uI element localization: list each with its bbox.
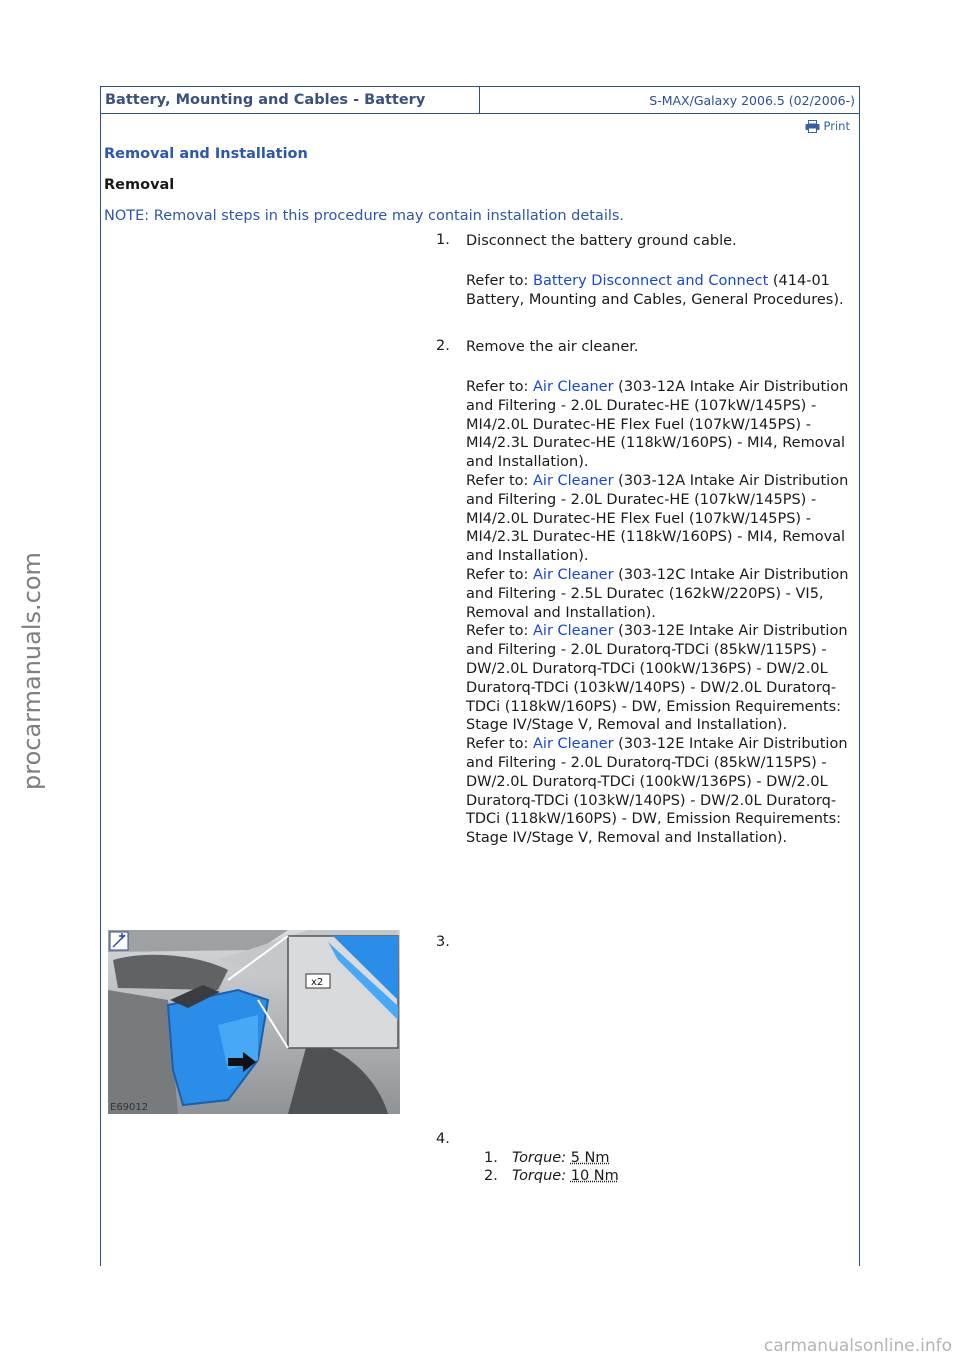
ref-link[interactable]: Air Cleaner [533,736,614,753]
reference: Refer to: Air Cleaner (303-12E Intake Air Distribution and Filtering - 2.0L Duratorq-TDCi (85kW/115PS) - DW/2.0L Duratorq-TDCi (100kW/136PS) - DW/2.0L Duratorq-TDCi (103kW/140PS) - DW/2.0L Duratorq-TDCi (118kW/160PS) - DW, Emission Requirements: Stage IV/Stage V, Removal and Installation). [466,736,848,847]
printer-icon [805,120,820,133]
step-1-references [466,272,858,310]
reference: Refer to: Air Cleaner (303-12A Intake Air Distribution and Filtering - 2.0L Duratec-HE (107kW/145PS) - MI4/2.0L Duratec-HE Flex Fuel (107kW/145PS) - MI4/2.3L Duratec-HE (118kW/160PS) - MI4, Removal and Installation). [466,472,849,565]
removal-note: NOTE: Removal steps in this procedure may contain installation details. [104,208,625,224]
subsection-title: Removal [104,177,175,193]
step-number: 1. [436,232,450,248]
torque-number: 2. [484,1168,498,1184]
torque-spec [512,1168,619,1184]
step-number: 3. [436,934,450,950]
model-label: S-MAX/Galaxy 2006.5 (02/2006-) [649,93,855,108]
side-watermark: procarmanuals.com [18,552,46,790]
torque-value: 10 Nm [570,1168,619,1184]
torque-label: Torque: [512,1150,567,1166]
ref-link[interactable]: Air Cleaner [533,566,614,583]
reference: Refer to: Air Cleaner (303-12C Intake Air Distribution and Filtering - 2.5L Duratec (162kW/220PS) - VI5, Removal and Installation). [466,566,849,621]
step-3-figure[interactable] [108,930,400,1114]
print-button[interactable] [805,119,850,133]
step-number: 2. [436,338,450,354]
zoom-icon[interactable] [110,932,128,950]
reference: Refer to: Air Cleaner (303-12A Intake Air Distribution and Filtering - 2.0L Duratec-HE (107kW/145PS) - MI4/2.0L Duratec-HE Flex Fuel (107kW/145PS) - MI4/2.3L Duratec-HE (118kW/160PS) - MI4, Removal and Installation). [466,379,849,471]
page-title: Battery, Mounting and Cables - Battery [101,87,480,113]
print-label: Print [823,119,850,133]
page-header [100,86,860,114]
step-2-references [466,378,858,848]
footer-logo: carmanualsonline.info [763,1336,952,1356]
ref-link[interactable]: Battery Disconnect and Connect [533,273,769,289]
step-text: Disconnect the battery ground cable. [466,233,737,249]
ref-link[interactable]: Air Cleaner [533,472,614,489]
torque-value: 5 Nm [570,1150,610,1166]
step-number: 4. [436,1131,450,1147]
torque-number: 1. [484,1150,498,1166]
figure-illustration [108,930,400,1114]
torque-label: Torque: [512,1168,567,1184]
step-text: Remove the air cleaner. [466,339,639,355]
ref-link[interactable]: Air Cleaner [533,623,614,640]
svg-text:x2: x2 [311,977,324,988]
reference: Refer to: Battery Disconnect and Connect (414-01 Battery, Mounting and Cables, General Procedures). [466,273,844,308]
figure-code: E69012 [110,1102,149,1113]
reference: Refer to: Air Cleaner (303-12E Intake Air Distribution and Filtering - 2.0L Duratorq-TDCi (85kW/115PS) - DW/2.0L Duratorq-TDCi (100kW/136PS) - DW/2.0L Duratorq-TDCi (103kW/140PS) - DW/2.0L Duratorq-TDCi (118kW/160PS) - DW, Emission Requirements: Stage IV/Stage V, Removal and Installation). [466,623,848,734]
torque-spec [512,1150,610,1166]
section-title: Removal and Installation [104,146,308,162]
ref-link[interactable]: Air Cleaner [533,379,614,395]
